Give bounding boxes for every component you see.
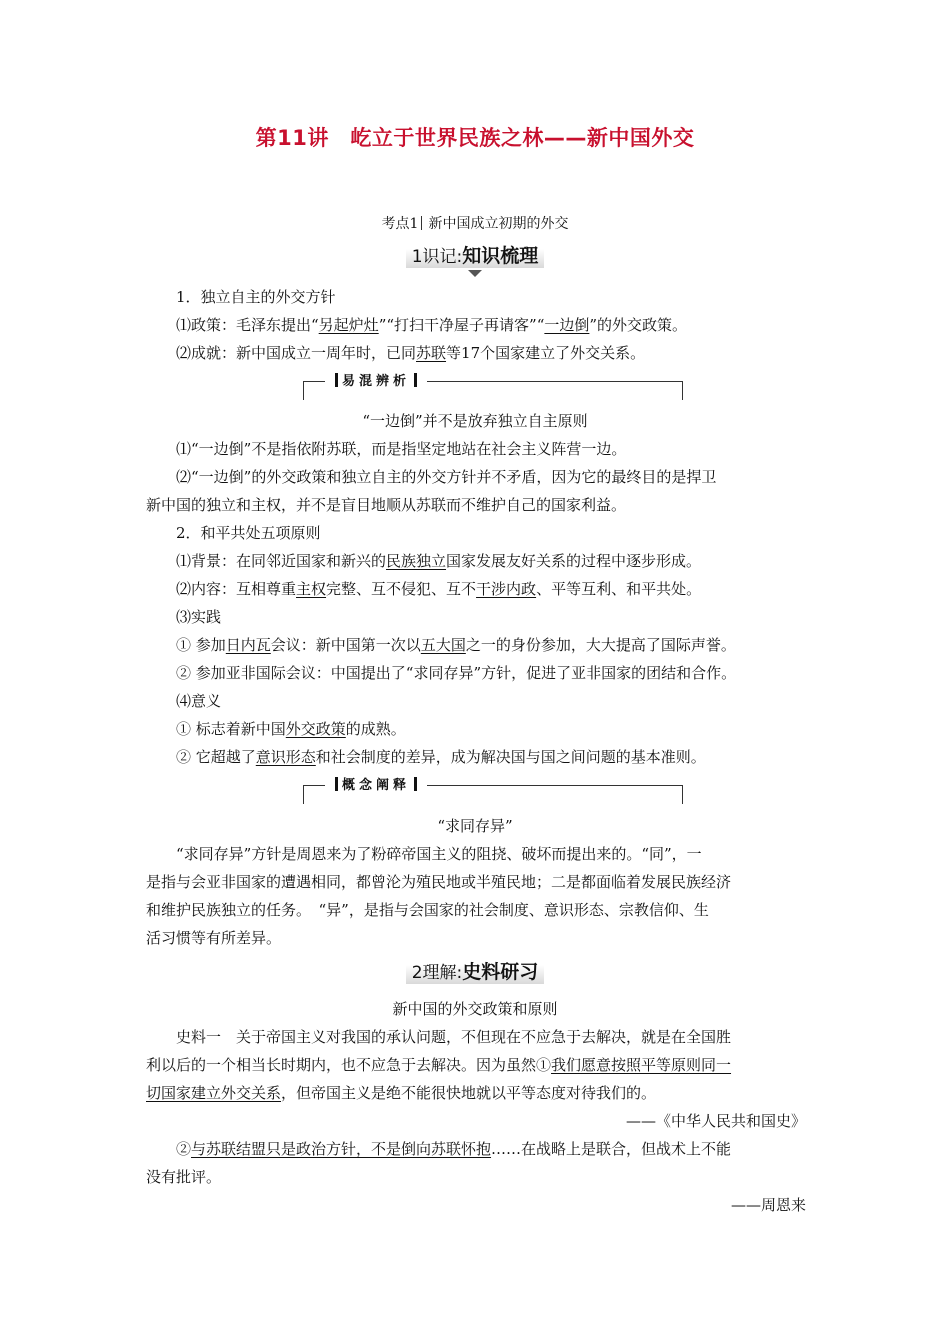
heading-five-principles: 2．和平共处五项原则: [176, 524, 321, 542]
significance-line: ① 标志着新中国外交政策的成熟。: [176, 720, 406, 738]
practice-geneva: ① 参加日内瓦会议：新中国第一次以五大国之一的身份参加，大大提高了国际声誉。: [176, 636, 736, 654]
key-term: 与苏联结盟只是政治方针，不是倒向苏联怀抱: [191, 1140, 492, 1158]
key-term: 外交政策: [285, 720, 346, 738]
background-line: ⑴背景：在同邻近国家和新兴的民族独立国家发展友好关系的过程中逐步形成。: [176, 552, 702, 570]
paragraph-line: ⑴“一边倒”不是指依附苏联，而是指坚定地站在社会主义阵营一边。: [176, 440, 627, 458]
significance-heading: ⑷意义: [176, 692, 222, 710]
key-term: 一边倒: [544, 316, 590, 334]
practice-heading: ⑶实践: [176, 608, 222, 626]
topic-separator: [421, 216, 422, 230]
key-term: 我们愿意按照平等原则同一: [551, 1056, 732, 1074]
topic-text: 新中国成立初期的外交: [428, 216, 569, 232]
key-term: 苏联: [416, 344, 447, 362]
box-title: “一边倒”并不是放弃独立自主原则: [362, 412, 588, 430]
section-number: 2理解:: [411, 963, 463, 983]
source-citation: ——《中华人民共和国史》: [625, 1112, 806, 1130]
paragraph-line: “求同存异”方针是周恩来为了粉碎帝国主义的阻挠、破坏而提出来的。“同”，一: [176, 845, 702, 863]
key-term: 五大国: [420, 636, 466, 654]
topic-heading: [0, 213, 950, 233]
paragraph-line: 新中国的独立和主权，并不是盲目地顺从苏联而不维护自己的国家利益。: [146, 496, 627, 514]
section-name: 知识梳理: [462, 245, 539, 267]
source-line: 史料一 关于帝国主义对我国的承认问题，不但现在不应急于去解决，就是在全国胜: [176, 1028, 732, 1046]
section-name: 史料研习: [462, 961, 539, 983]
key-term: 另起炉灶: [318, 316, 379, 334]
content-line: ⑵内容：互相尊重主权完整、互不侵犯、互不干涉内政、平等互利、和平共处。: [176, 580, 702, 598]
key-term: 民族独立: [386, 552, 447, 570]
key-term: 主权: [296, 580, 327, 598]
practice-bandung: ② 参加亚非国际会议：中国提出了“求同存异”方针，促进了亚非国家的团结和合作。: [176, 664, 737, 682]
achievement-line: ⑵成就：新中国成立一周年时，已同苏联等17个国家建立了外交关系。: [176, 344, 646, 362]
heading-independent-policy: 1．独立自主的外交方针: [176, 288, 336, 306]
paragraph-line: 活习惯等有所差异。: [146, 929, 282, 947]
source-citation: ——周恩来: [730, 1196, 806, 1214]
policy-line: ⑴政策：毛泽东提出“另起炉灶”“打扫干净屋子再请客”“一边倒”的外交政策。: [176, 316, 688, 334]
sources-title: 新中国的外交政策和原则: [392, 1000, 558, 1018]
section-heading-sources: [0, 957, 950, 984]
box-label: 概念阐释: [342, 778, 411, 793]
source-line: 切国家建立外交关系，但帝国主义是绝不能很快地就以平等态度对待我们的。: [146, 1084, 657, 1102]
key-term: 干涉内政: [476, 580, 537, 598]
section-number: 1识记:: [411, 247, 463, 267]
box-title: “求同存异”: [437, 817, 513, 835]
paragraph-line: 和维护民族独立的任务。 “异”，是指与会国家的社会制度、意识形态、宗教信仰、生: [146, 901, 709, 919]
key-term: 日内瓦: [225, 636, 271, 654]
key-term: 切国家建立外交关系: [146, 1084, 282, 1102]
key-term: 意识形态: [255, 748, 316, 766]
topic-label: 考点1: [381, 216, 419, 232]
source-line: 没有批评。: [146, 1168, 222, 1186]
confusion-box: [303, 372, 683, 400]
paragraph-line: 是指与会亚非国家的遭遇相同，都曾沦为殖民地或半殖民地；二是都面临着发展民族经济: [146, 873, 732, 891]
source-line: ②与苏联结盟只是政治方针，不是倒向苏联怀抱……在战略上是联合，但战术上不能: [176, 1140, 732, 1158]
significance-line: ② 它超越了意识形态和社会制度的差异，成为解决国与国之间问题的基本准则。: [176, 748, 706, 766]
paragraph-line: ⑵“一边倒”的外交政策和独立自主的外交方针并不矛盾，因为它的最终目的是捍卫: [176, 468, 717, 486]
concept-box: [303, 776, 683, 804]
lesson-title: 第11讲 屹立于世界民族之林——新中国外交: [255, 126, 695, 150]
triangle-marker-icon: [468, 270, 482, 277]
box-label: 易混辨析: [342, 374, 411, 389]
section-heading-knowledge: [0, 241, 950, 268]
source-line: 利以后的一个相当长时期内，也不应急于去解决。因为虽然①我们愿意按照平等原则同一: [146, 1056, 732, 1074]
